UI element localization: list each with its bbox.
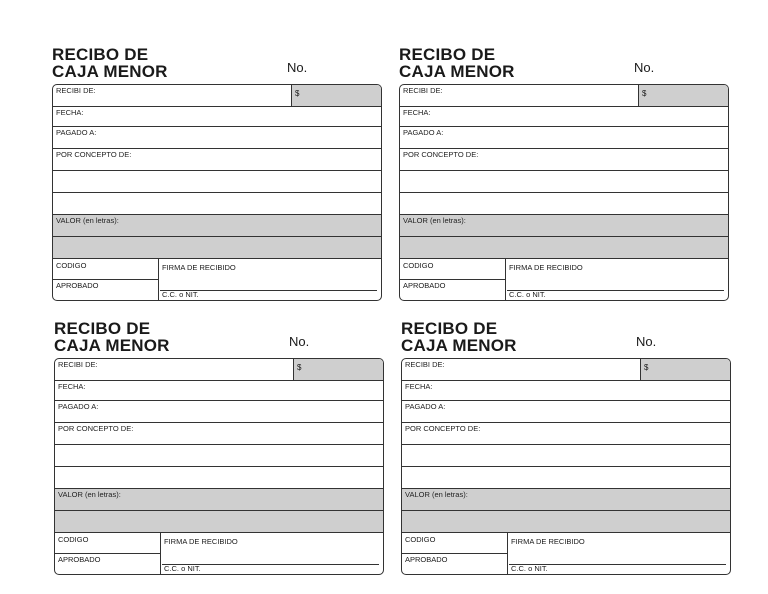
- value-words-label: VALOR (en letras):: [56, 216, 119, 225]
- code-divider: [55, 553, 160, 554]
- signature-section: [53, 259, 381, 300]
- amount-field[interactable]: [291, 85, 381, 106]
- concept-line-2[interactable]: [400, 171, 728, 193]
- signature-label: FIRMA DE RECIBIDO: [509, 263, 583, 272]
- paid-to-label: PAGADO A:: [403, 128, 444, 137]
- receipt-4: [401, 320, 731, 576]
- concept-line-3[interactable]: [402, 467, 730, 489]
- date-row[interactable]: [400, 107, 728, 127]
- concept-label: POR CONCEPTO DE:: [56, 150, 132, 159]
- paid-to-label: PAGADO A:: [56, 128, 97, 137]
- signature-label: FIRMA DE RECIBIDO: [164, 537, 238, 546]
- concept-label: POR CONCEPTO DE:: [58, 424, 134, 433]
- value-words-label: VALOR (en letras):: [58, 490, 121, 499]
- paid-to-row[interactable]: [402, 401, 730, 423]
- paid-to-row[interactable]: [400, 127, 728, 149]
- receipt-form: [54, 358, 384, 575]
- date-row[interactable]: [55, 381, 383, 401]
- signature-divider: [505, 259, 506, 300]
- received-from-row[interactable]: [53, 85, 381, 107]
- receipt-3: [54, 320, 384, 576]
- date-label: FECHA:: [58, 382, 86, 391]
- approved-label: APROBADO: [405, 555, 448, 564]
- title-line-2: CAJA MENOR: [54, 336, 170, 355]
- concept-line-2[interactable]: [55, 445, 383, 467]
- amount-field[interactable]: [638, 85, 728, 106]
- received-from-label: RECIBI DE:: [56, 86, 96, 95]
- id-label: C.C. o NIT.: [164, 564, 201, 573]
- concept-line-3[interactable]: [400, 193, 728, 215]
- value-words-row[interactable]: [55, 489, 383, 511]
- signature-section: [400, 259, 728, 300]
- currency-symbol: $: [642, 89, 647, 98]
- title-line-1: RECIBO DE: [52, 45, 149, 64]
- concept-line-3[interactable]: [55, 467, 383, 489]
- code-divider: [53, 279, 158, 280]
- signature-section: [402, 533, 730, 574]
- receipt-title: [399, 46, 515, 80]
- value-words-line-2[interactable]: [53, 237, 381, 259]
- approved-label: APROBADO: [58, 555, 101, 564]
- receipt-title: [54, 320, 170, 354]
- received-from-label: RECIBI DE:: [403, 86, 443, 95]
- concept-label: POR CONCEPTO DE:: [403, 150, 479, 159]
- title-line-1: RECIBO DE: [399, 45, 496, 64]
- received-from-label: RECIBI DE:: [58, 360, 98, 369]
- receipt-number-label: No.: [634, 60, 655, 75]
- concept-row[interactable]: [53, 149, 381, 171]
- code-label: CODIGO: [58, 535, 89, 544]
- signature-divider: [158, 259, 159, 300]
- receipt-form: [52, 84, 382, 301]
- amount-field[interactable]: [293, 359, 383, 380]
- received-from-label: RECIBI DE:: [405, 360, 445, 369]
- value-words-line-2[interactable]: [55, 511, 383, 533]
- value-words-row[interactable]: [53, 215, 381, 237]
- receipt-number-label: No.: [287, 60, 308, 75]
- approved-label: APROBADO: [403, 281, 446, 290]
- id-label: C.C. o NIT.: [162, 290, 199, 299]
- date-label: FECHA:: [403, 108, 431, 117]
- value-words-row[interactable]: [402, 489, 730, 511]
- concept-row[interactable]: [402, 423, 730, 445]
- currency-symbol: $: [297, 363, 302, 372]
- code-label: CODIGO: [56, 261, 87, 270]
- receipt-number-label: No.: [636, 334, 657, 349]
- value-words-line-2[interactable]: [400, 237, 728, 259]
- value-words-label: VALOR (en letras):: [403, 216, 466, 225]
- currency-symbol: $: [295, 89, 300, 98]
- signature-divider: [160, 533, 161, 574]
- concept-row[interactable]: [400, 149, 728, 171]
- concept-label: POR CONCEPTO DE:: [405, 424, 481, 433]
- value-words-line-2[interactable]: [402, 511, 730, 533]
- receipt-title: [52, 46, 168, 80]
- receipt-2: [399, 46, 729, 302]
- paid-to-label: PAGADO A:: [58, 402, 99, 411]
- signature-divider: [507, 533, 508, 574]
- signature-label: FIRMA DE RECIBIDO: [162, 263, 236, 272]
- date-label: FECHA:: [56, 108, 84, 117]
- code-label: CODIGO: [403, 261, 434, 270]
- title-line-1: RECIBO DE: [401, 319, 498, 338]
- currency-symbol: $: [644, 363, 649, 372]
- concept-row[interactable]: [55, 423, 383, 445]
- receipt-number-label: No.: [289, 334, 310, 349]
- value-words-label: VALOR (en letras):: [405, 490, 468, 499]
- received-from-row[interactable]: [400, 85, 728, 107]
- id-label: C.C. o NIT.: [509, 290, 546, 299]
- receipt-form: [401, 358, 731, 575]
- date-row[interactable]: [402, 381, 730, 401]
- date-row[interactable]: [53, 107, 381, 127]
- code-divider: [402, 553, 507, 554]
- title-line-2: CAJA MENOR: [52, 62, 168, 81]
- date-label: FECHA:: [405, 382, 433, 391]
- paid-to-row[interactable]: [55, 401, 383, 423]
- signature-section: [55, 533, 383, 574]
- concept-line-2[interactable]: [53, 171, 381, 193]
- concept-line-2[interactable]: [402, 445, 730, 467]
- received-from-row[interactable]: [55, 359, 383, 381]
- receipt-form: [399, 84, 729, 301]
- title-line-2: CAJA MENOR: [401, 336, 517, 355]
- code-label: CODIGO: [405, 535, 436, 544]
- receipt-title: [401, 320, 517, 354]
- amount-field[interactable]: [640, 359, 730, 380]
- concept-line-3[interactable]: [53, 193, 381, 215]
- received-from-row[interactable]: [402, 359, 730, 381]
- code-divider: [400, 279, 505, 280]
- paid-to-row[interactable]: [53, 127, 381, 149]
- signature-label: FIRMA DE RECIBIDO: [511, 537, 585, 546]
- title-line-2: CAJA MENOR: [399, 62, 515, 81]
- approved-label: APROBADO: [56, 281, 99, 290]
- title-line-1: RECIBO DE: [54, 319, 151, 338]
- value-words-row[interactable]: [400, 215, 728, 237]
- paid-to-label: PAGADO A:: [405, 402, 446, 411]
- id-label: C.C. o NIT.: [511, 564, 548, 573]
- receipt-1: [52, 46, 382, 302]
